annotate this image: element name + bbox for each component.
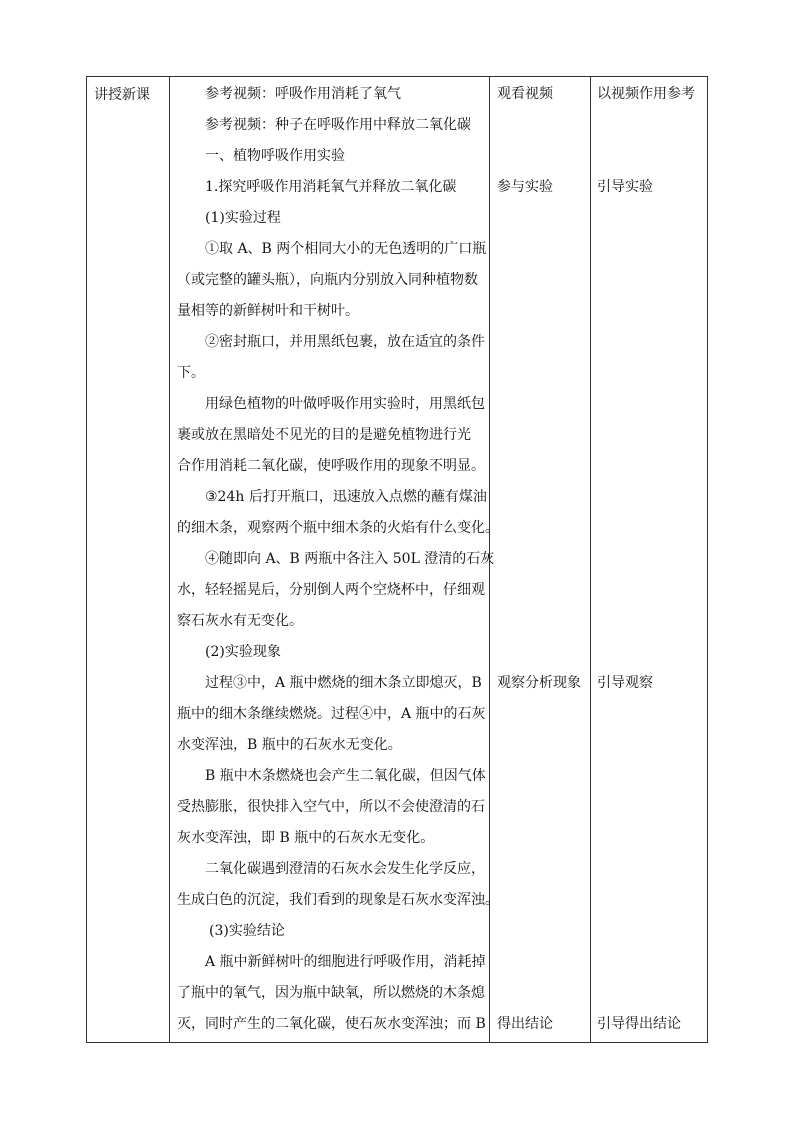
content-line: 了瓶中的氧气，因为瓶中缺氧，所以燃烧的木条熄 xyxy=(177,985,485,1001)
content-line: 的细木条，观察两个瓶中细木条的火焰有什么变化。 xyxy=(177,520,499,536)
content-line: 合作用消耗二氧化碳，使呼吸作用的现象不明显。 xyxy=(177,458,485,474)
content-line: 二氧化碳遇到澄清的石灰水会发生化学反应， xyxy=(205,861,485,877)
content-line: 受热膨胀，很快排入空气中，所以不会使澄清的石 xyxy=(177,799,485,815)
content-line: 察石灰水有无变化。 xyxy=(177,613,303,629)
content-line: 灭，同时产生的二氧化碳，使石灰水变浑浊；而 B xyxy=(177,1016,486,1032)
lesson-plan-table xyxy=(86,76,708,1043)
student-activity: 观察分析现象 xyxy=(497,675,581,691)
content-line: B 瓶中木条燃烧也会产生二氧化碳，但因气体 xyxy=(205,768,486,784)
content-line: 用绿色植物的叶做呼吸作用实验时，用黑纸包 xyxy=(205,396,485,412)
content-line: (3)实验结论 xyxy=(209,923,285,939)
content-line: ①取 A、B 两个相同大小的无色透明的广口瓶 xyxy=(205,241,487,257)
content-line: 量相等的新鲜树叶和干树叶。 xyxy=(177,303,359,319)
content-line: 裹或放在黑暗处不见光的目的是避免植物进行光 xyxy=(177,427,471,443)
content-line: (1)实验过程 xyxy=(205,210,281,226)
content-line: 一、植物呼吸作用实验 xyxy=(205,148,345,164)
student-activity: 观看视频 xyxy=(497,86,553,102)
content-line: 过程③中，A 瓶中燃烧的细木条立即熄灭，B xyxy=(205,675,482,691)
teacher-activity: 引导实验 xyxy=(597,179,653,195)
content-line: 瓶中的细木条继续燃烧。过程④中，A 瓶中的石灰 xyxy=(177,706,486,722)
content-line: 水，轻轻摇晃后，分别倒人两个空烧杯中，仔细观 xyxy=(177,582,485,598)
content-line: (2)实验现象 xyxy=(205,644,281,660)
student-activity: 参与实验 xyxy=(497,179,553,195)
teacher-activity: 引导观察 xyxy=(597,675,653,691)
student-activity: 得出结论 xyxy=(497,1016,553,1032)
column-divider xyxy=(169,77,170,1042)
teacher-activity: 引导得出结论 xyxy=(597,1016,681,1032)
section-label: 讲授新课 xyxy=(94,87,150,103)
content-line: （或完整的罐头瓶），向瓶内分别放入同种植物数 xyxy=(177,272,478,288)
content-line: 水变浑浊，B 瓶中的石灰水无变化。 xyxy=(177,737,402,753)
content-line: ④随即向 A、B 两瓶中各注入 50L 澄清的石灰 xyxy=(205,551,495,567)
content-line: 生成白色的沉淀，我们看到的现象是石灰水变浑浊。 xyxy=(177,892,499,908)
content-line: ②密封瓶口，并用黑纸包裹，放在适宜的条件 xyxy=(205,334,485,350)
column-divider xyxy=(590,77,591,1042)
content-line: 参考视频：呼吸作用消耗了氧气 xyxy=(205,86,401,102)
teacher-activity: 以视频作用参考 xyxy=(597,86,695,102)
content-line: 参考视频：种子在呼吸作用中释放二氧化碳 xyxy=(205,117,471,133)
content-line: 下。 xyxy=(177,365,205,381)
content-line: ③24h 后打开瓶口，迅速放入点燃的蘸有煤油 xyxy=(205,489,487,505)
content-line: 1.探究呼吸作用消耗氧气并释放二氧化碳 xyxy=(205,179,457,195)
content-line: A 瓶中新鲜树叶的细胞进行呼吸作用，消耗掉 xyxy=(205,954,486,970)
content-line: 灰水变浑浊，即 B 瓶中的石灰水无变化。 xyxy=(177,830,435,846)
